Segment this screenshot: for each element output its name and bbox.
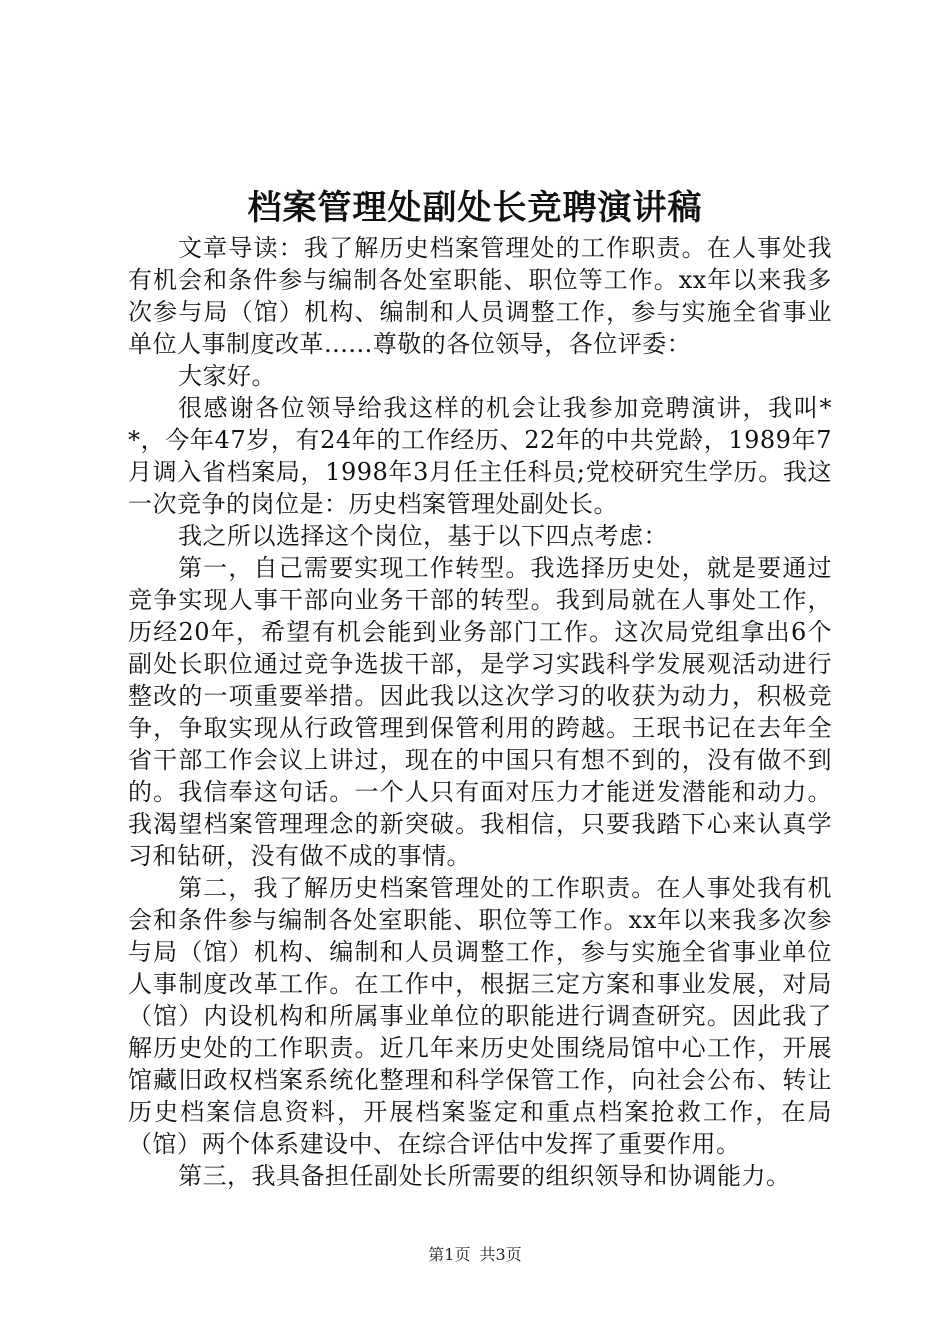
page-number: 第1页 [428,1245,471,1264]
paragraph-greeting: 大家好。 [178,362,276,390]
page-total: 共3页 [479,1245,522,1264]
paragraph-reason-two: 第二，我了解历史档案管理处的工作职责。在人事处我有机会和条件参与编制各处室职能、职位等工作。xx年以来我多次参与局（馆）机构、编制和人员调整工作，参与实施全省事业单位人事制度改革工作。在工作中，根据三定方案和事业发展，对局（馆）内设机构和所属事业单位的职能进行调查研究。因此我了解历史处的工作职责。近几年来历史处围绕局馆中心工作，开展馆藏旧政权档案系统化整理和科学保管工作，向社会公布、转让历史档案信息资料，开展档案鉴定和重点档案抢救工作，在局（馆）两个体系建设中、在综合评估中发挥了重要作用。 [128,874,832,1158]
paragraph-reason-one: 第一，自己需要实现工作转型。我选择历史处，就是要通过竞争实现人事干部向业务干部的转型。我到局就在人事处工作，历经20年，希望有机会能到业务部门工作。这次局党组拿出6个副处长职位通过竞争选拔干部，是学习实践科学发展观活动进行整改的一项重要举措。因此我以这次学习的收获为动力，积极竞争，争取实现从行政管理到保管利用的跨越。王珉书记在去年全省干部工作会议上讲过，现在的中国只有想不到的，没有做不到的。我信奉这句话。一个人只有面对压力才能迸发潜能和动力。我渴望档案管理理念的新突破。我相信，只要我踏下心来认真学习和钻研，没有做不成的事情。 [128,554,832,870]
document-title: 档案管理处副处长竞聘演讲稿 [247,188,703,228]
paragraph-self-introduction: 很感谢各位领导给我这样的机会让我参加竞聘演讲，我叫**，今年47岁，有24年的工作经历、22年的中共党龄，1989年7月调入省档案局，1998年3月任主任科员;党校研究生学历。我这一次竞争的岗位是：历史档案管理处副处长。 [128,394,832,518]
paragraph-reason-three: 第三，我具备担任副处长所需要的组织领导和协调能力。 [178,1162,791,1190]
paragraph-intro: 文章导读：我了解历史档案管理处的工作职责。在人事处我有机会和条件参与编制各处室职能、职位等工作。xx年以来我多次参与局（馆）机构、编制和人员调整工作，参与实施全省事业单位人事制度改革......尊敬的各位领导，各位评委： [128,234,832,358]
paragraph-reasons-lead: 我之所以选择这个岗位，基于以下四点考虑： [178,522,668,550]
document-body [128,232,832,1192]
page-footer [0,1244,950,1266]
